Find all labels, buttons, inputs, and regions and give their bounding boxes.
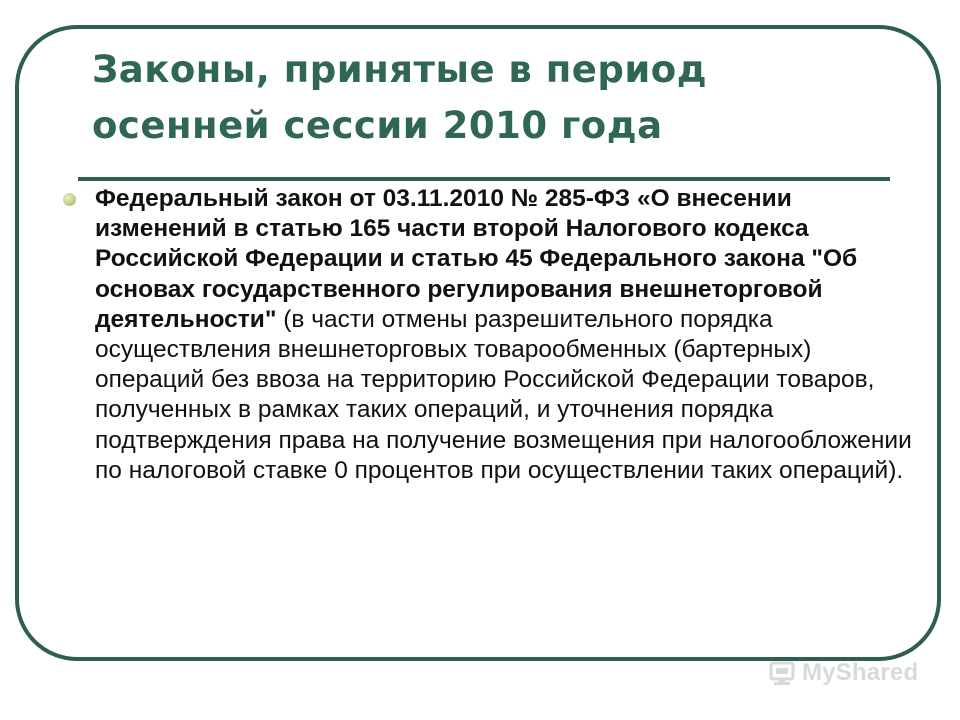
- bullet-dot-icon: [63, 193, 76, 206]
- law-title: Федеральный закон от 03.11.2010 № 285-ФЗ «О внесении изменений в статью 165 части второй Налогового кодекса Российской Федерации и статью 45 Федерального закона "Об основах государственного регулирования внешнеторговой деятельности": [95, 185, 858, 333]
- watermark-text: MyShared: [802, 659, 919, 686]
- myshared-logo-icon: [768, 660, 798, 686]
- title-divider: [78, 177, 890, 181]
- watermark: [768, 656, 918, 690]
- law-description: (в части отмены разрешительного порядка осуществления внешнеторговых товарообменных (бартерных) операций без ввоза на территорию Российской Федерации товаров, полученных в рамках таких операций, и уточнения порядка подтверждения права на получение возмещения при налогообложении по налоговой ставке 0 процентов при осуществлении таких операций).: [95, 305, 912, 484]
- slide-title: Законы, принятые в период осенней сессии 2010 года: [92, 48, 708, 147]
- bullet-text: [95, 184, 915, 486]
